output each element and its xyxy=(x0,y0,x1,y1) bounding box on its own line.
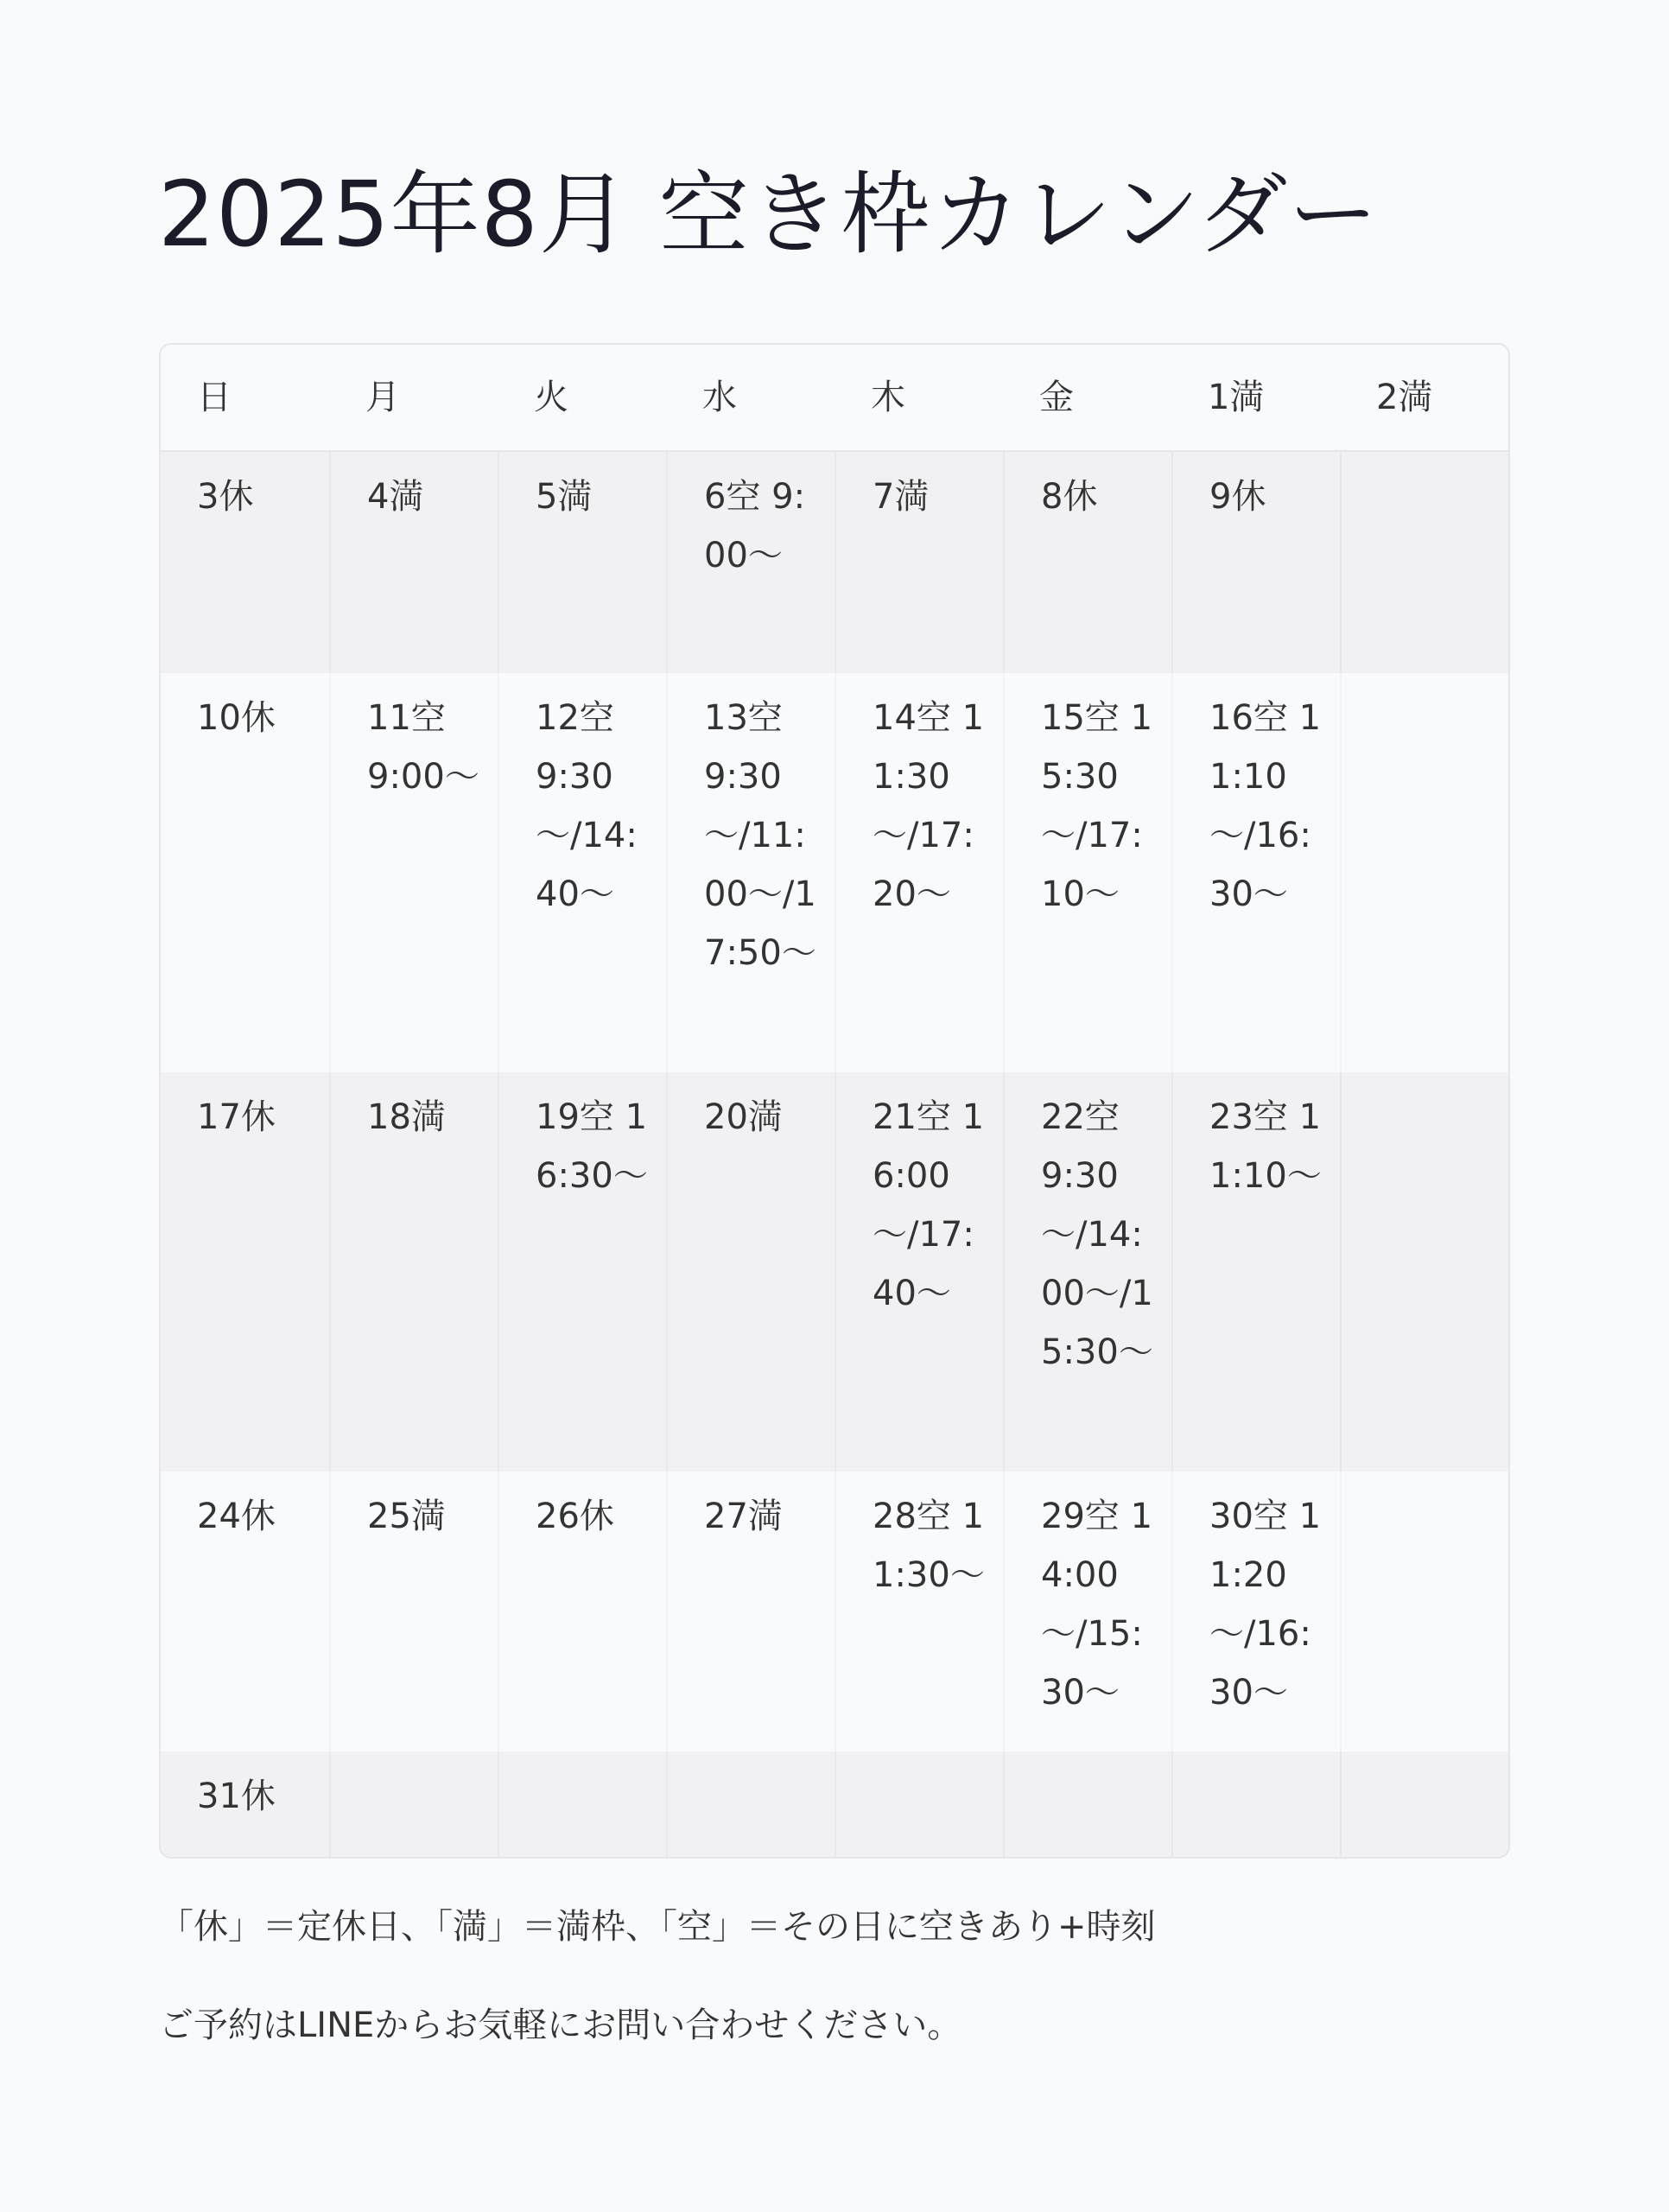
calendar-week-row xyxy=(161,673,1508,1072)
header-col-7: 1満 xyxy=(1171,345,1340,452)
day-cell: 15空 15:30～/17:10～ xyxy=(1003,673,1171,1072)
day-cell xyxy=(1340,1751,1508,1857)
day-cell: 10休 xyxy=(161,673,329,1072)
day-cell xyxy=(1340,452,1508,673)
day-cell: 25満 xyxy=(329,1471,498,1751)
header-tue: 火 xyxy=(498,345,666,452)
day-cell: 24休 xyxy=(161,1471,329,1751)
day-cell: 11空 9:00～ xyxy=(329,673,498,1072)
day-cell xyxy=(498,1751,666,1857)
calendar-week-row xyxy=(161,1751,1508,1857)
day-cell: 19空 16:30～ xyxy=(498,1072,666,1471)
day-cell xyxy=(1340,673,1508,1072)
day-cell xyxy=(834,1751,1003,1857)
day-cell: 17休 xyxy=(161,1072,329,1471)
day-cell xyxy=(1340,1072,1508,1471)
day-cell: 26休 xyxy=(498,1471,666,1751)
day-cell: 9休 xyxy=(1171,452,1340,673)
calendar-week-row xyxy=(161,452,1508,673)
day-cell: 27満 xyxy=(666,1471,834,1751)
day-cell: 29空 14:00～/15:30～ xyxy=(1003,1471,1171,1751)
header-thu: 木 xyxy=(834,345,1003,452)
contact-note: ご予約はLINEからお気軽にお問い合わせください。 xyxy=(159,2005,962,2045)
day-cell: 20満 xyxy=(666,1072,834,1471)
day-cell: 8休 xyxy=(1003,452,1171,673)
day-cell: 16空 11:10～/16:30～ xyxy=(1171,673,1340,1072)
day-cell: 3休 xyxy=(161,452,329,673)
day-cell: 28空 11:30～ xyxy=(834,1471,1003,1751)
day-cell: 4満 xyxy=(329,452,498,673)
availability-calendar xyxy=(159,343,1510,1859)
day-cell: 13空 9:30～/11:00～/17:50～ xyxy=(666,673,834,1072)
day-cell xyxy=(1003,1751,1171,1857)
day-cell xyxy=(1340,1471,1508,1751)
day-cell: 7満 xyxy=(834,452,1003,673)
header-col-8: 2満 xyxy=(1340,345,1508,452)
day-cell xyxy=(1171,1751,1340,1857)
header-wed: 水 xyxy=(666,345,834,452)
day-cell: 30空 11:20～/16:30～ xyxy=(1171,1471,1340,1751)
header-mon: 月 xyxy=(329,345,498,452)
page-title: 2025年8月 空き枠カレンダー xyxy=(158,162,1380,267)
day-cell xyxy=(666,1751,834,1857)
day-cell: 31休 xyxy=(161,1751,329,1857)
calendar-header-row xyxy=(161,345,1508,452)
day-cell: 23空 11:10～ xyxy=(1171,1072,1340,1471)
legend-note: 「休」＝定休日、「満」＝満枠、「空」＝その日に空きあり+時刻 xyxy=(159,1907,1156,1947)
day-cell: 21空 16:00～/17:40～ xyxy=(834,1072,1003,1471)
day-cell: 18満 xyxy=(329,1072,498,1471)
calendar-week-row xyxy=(161,1471,1508,1751)
header-sun: 日 xyxy=(161,345,329,452)
day-cell: 14空 11:30～/17:20～ xyxy=(834,673,1003,1072)
header-fri: 金 xyxy=(1003,345,1171,452)
calendar-week-row xyxy=(161,1072,1508,1471)
day-cell: 22空 9:30～/14:00～/15:30～ xyxy=(1003,1072,1171,1471)
day-cell xyxy=(329,1751,498,1857)
day-cell: 12空 9:30～/14:40～ xyxy=(498,673,666,1072)
day-cell: 5満 xyxy=(498,452,666,673)
day-cell: 6空 9:00～ xyxy=(666,452,834,673)
